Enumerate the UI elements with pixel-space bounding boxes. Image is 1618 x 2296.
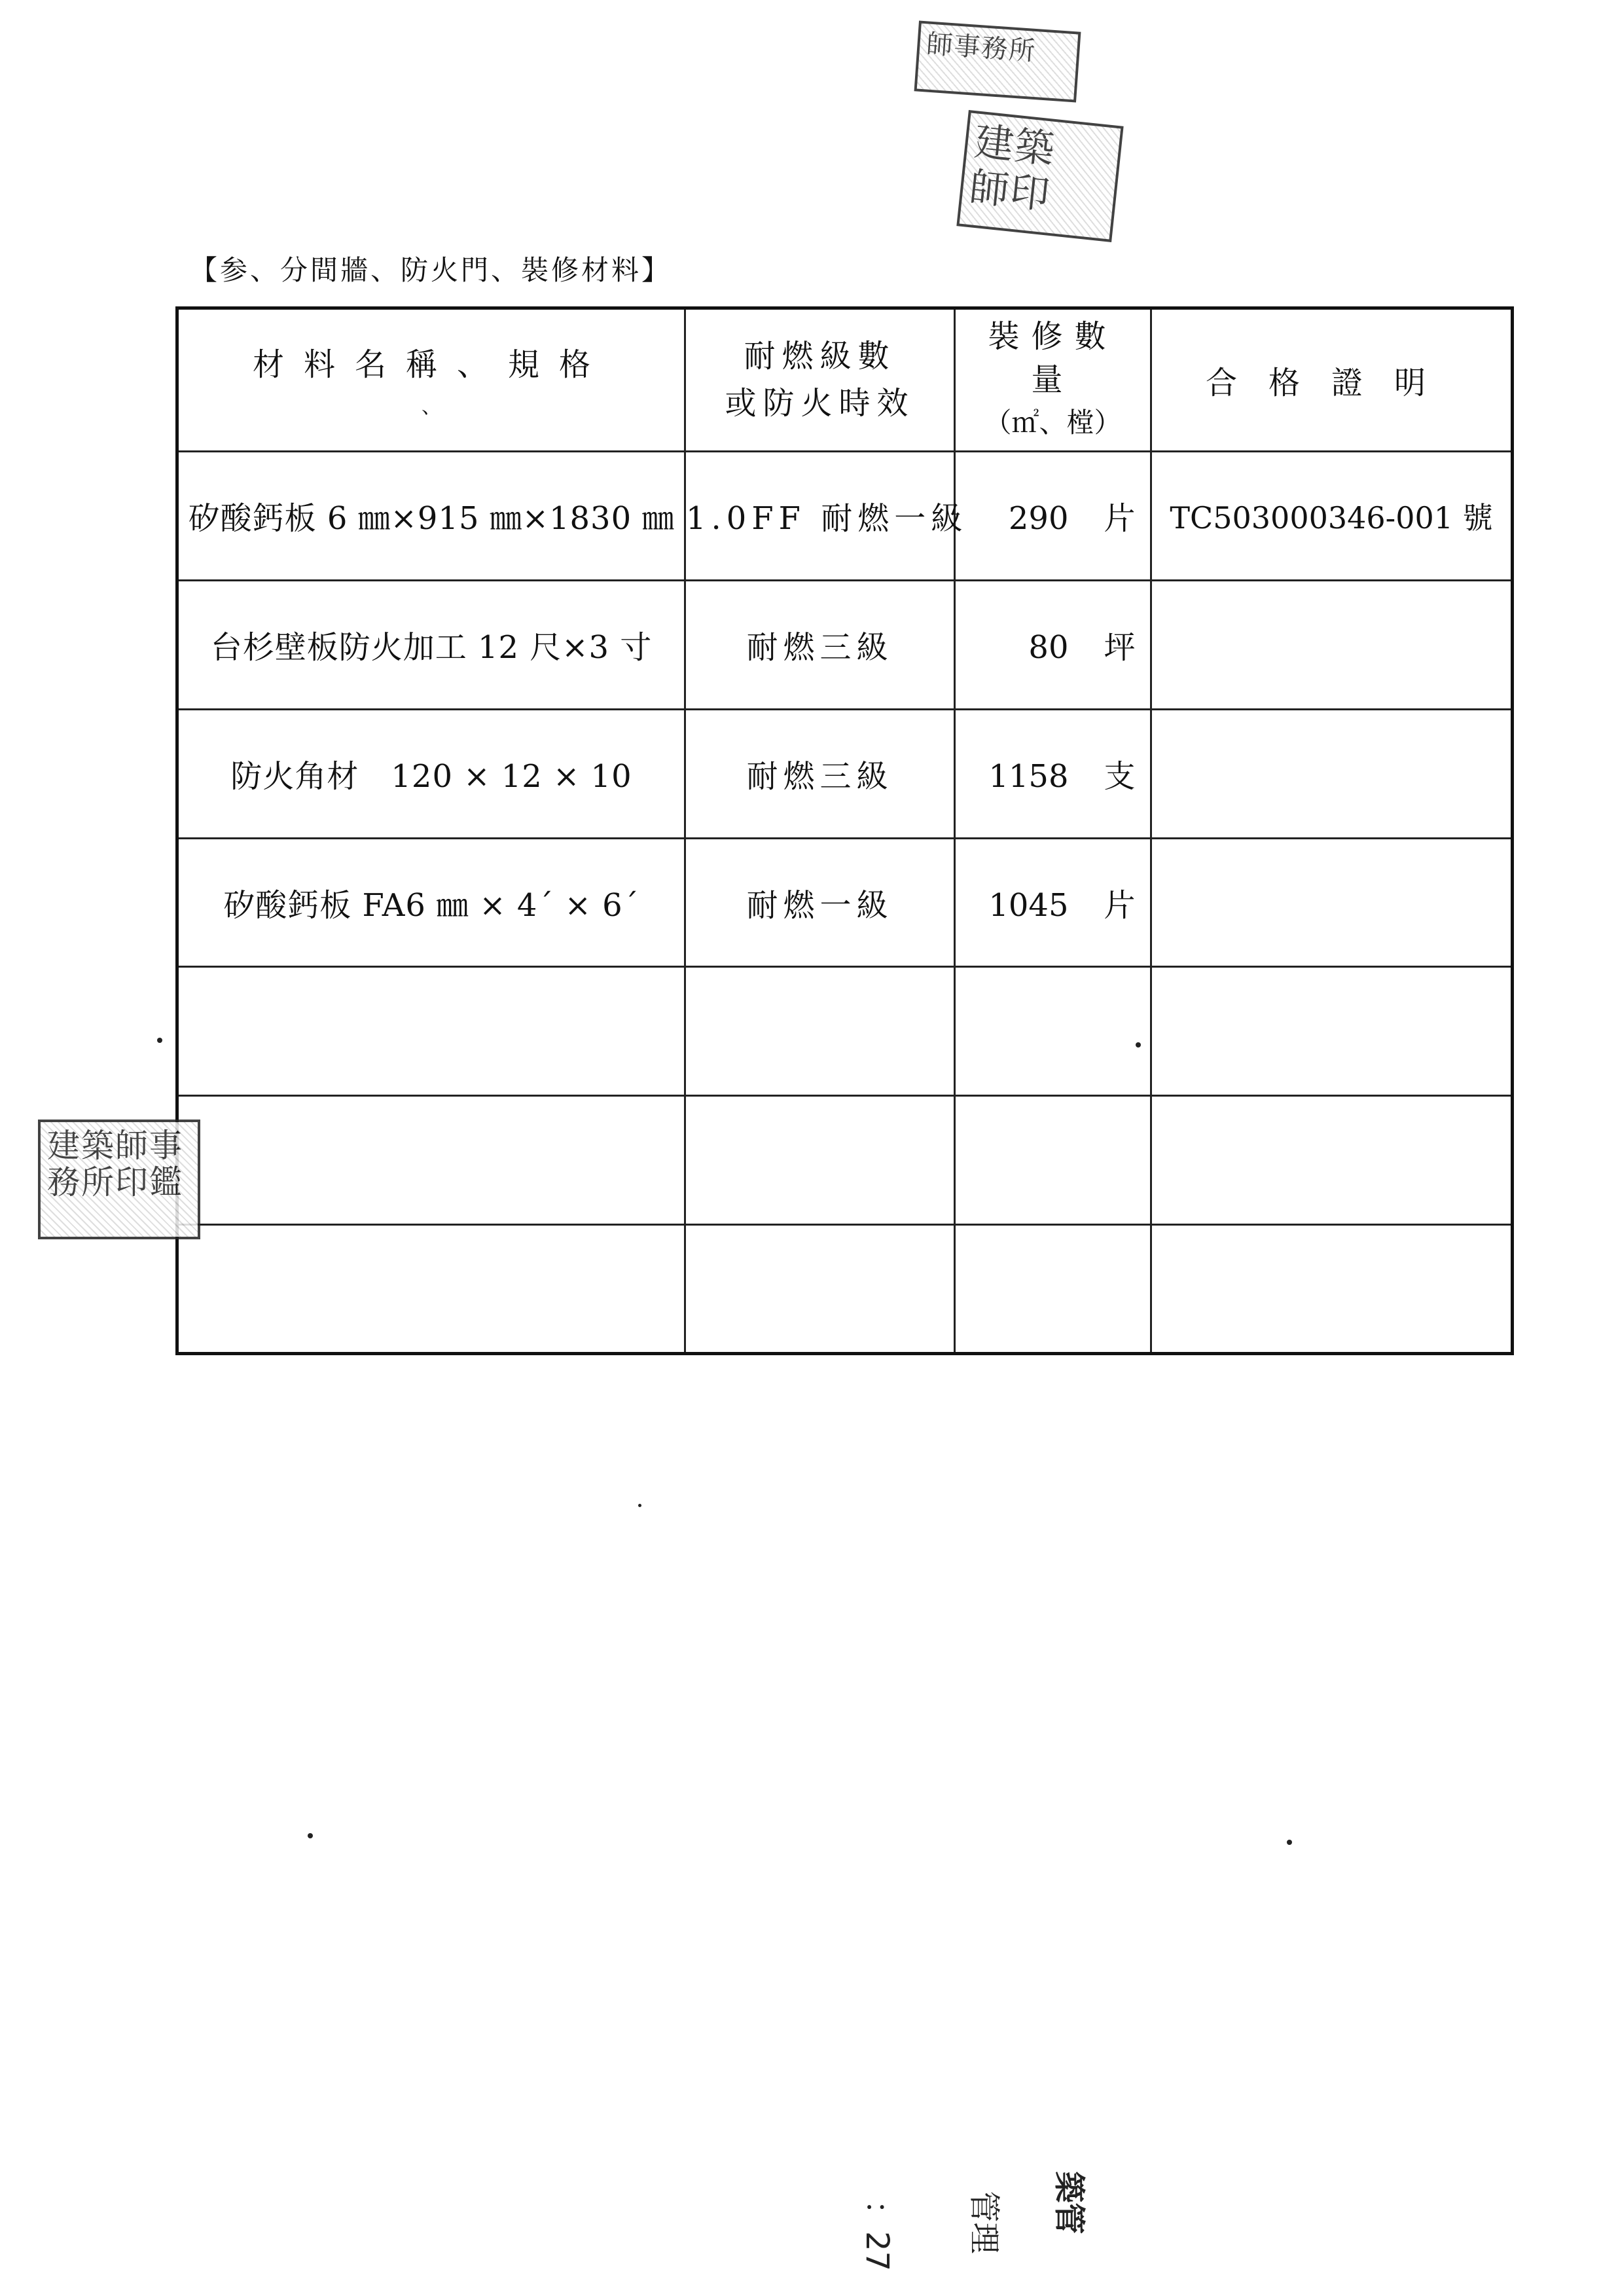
cell-certificate xyxy=(1151,709,1513,838)
cell-quantity: 1158 支 xyxy=(955,709,1151,838)
scan-speck xyxy=(308,1833,313,1838)
cell-material-name xyxy=(177,967,685,1096)
seal-stamp-top-1: 師事務所 xyxy=(914,20,1081,102)
table-row-empty xyxy=(177,1096,1513,1225)
cell-material-name: 防火角材 120 × 12 × 10 xyxy=(177,709,685,838)
cell-fire-rating: 耐燃三級 xyxy=(685,580,955,709)
cell-fire-rating: 耐燃一級 xyxy=(685,838,955,967)
cell-material-name: 矽酸鈣板 FA6 ㎜ × 4´ × 6´ xyxy=(177,838,685,967)
header-fire-rating: 耐燃級數 或防火時效 xyxy=(685,308,955,452)
cell-certificate xyxy=(1151,580,1513,709)
cell-certificate xyxy=(1151,967,1513,1096)
table-row xyxy=(177,709,1513,838)
header-quantity: 裝修數 量 （㎡、樘） xyxy=(955,308,1151,452)
table-row xyxy=(177,580,1513,709)
table-row xyxy=(177,838,1513,967)
seal-stamp-left: 建築師事務所印鑑 xyxy=(38,1120,200,1239)
cell-certificate xyxy=(1151,838,1513,967)
cell-material-name xyxy=(177,1096,685,1225)
cell-fire-rating xyxy=(685,1096,955,1225)
cell-quantity xyxy=(955,967,1151,1096)
cell-certificate xyxy=(1151,1096,1513,1225)
cell-certificate xyxy=(1151,1225,1513,1354)
cell-quantity: 80 坪 xyxy=(955,580,1151,709)
table-row xyxy=(177,451,1513,580)
materials-table xyxy=(175,306,1514,1355)
cell-fire-rating: 1.0FF 耐燃一級 xyxy=(685,451,955,580)
cell-material-name: 台杉壁板防火加工 12 尺×3 寸 xyxy=(177,580,685,709)
header-certificate: 合格證明 xyxy=(1151,308,1513,452)
cell-material-name xyxy=(177,1225,685,1354)
scan-speck xyxy=(638,1504,641,1507)
cell-fire-rating xyxy=(685,967,955,1096)
cell-certificate: TC503000346-001 號 xyxy=(1151,451,1513,580)
scan-speck xyxy=(157,1038,162,1043)
cell-material-name: 矽酸鈣板 6 ㎜×915 ㎜×1830 ㎜ xyxy=(177,451,685,580)
scan-speck xyxy=(1287,1840,1292,1845)
table-row-empty xyxy=(177,967,1513,1096)
cell-quantity: 1045 片 xyxy=(955,838,1151,967)
cell-fire-rating: 耐燃三級 xyxy=(685,709,955,838)
table-header-row xyxy=(177,308,1513,452)
table-row-empty xyxy=(177,1225,1513,1354)
cell-quantity: 290 片 xyxy=(955,451,1151,580)
seal-stamp-top-2: 建築師印 xyxy=(956,110,1123,242)
scan-speck xyxy=(1136,1042,1141,1048)
cell-fire-rating xyxy=(685,1225,955,1354)
cell-quantity xyxy=(955,1225,1151,1354)
cell-quantity xyxy=(955,1096,1151,1225)
header-material-name: 材料名稱、規格 、 xyxy=(177,308,685,452)
footer-stamp-fragment: ：27 管理 築管 xyxy=(859,2171,1088,2272)
section-title: 【参、分間牆、防火門、裝修材料】 xyxy=(190,254,672,286)
